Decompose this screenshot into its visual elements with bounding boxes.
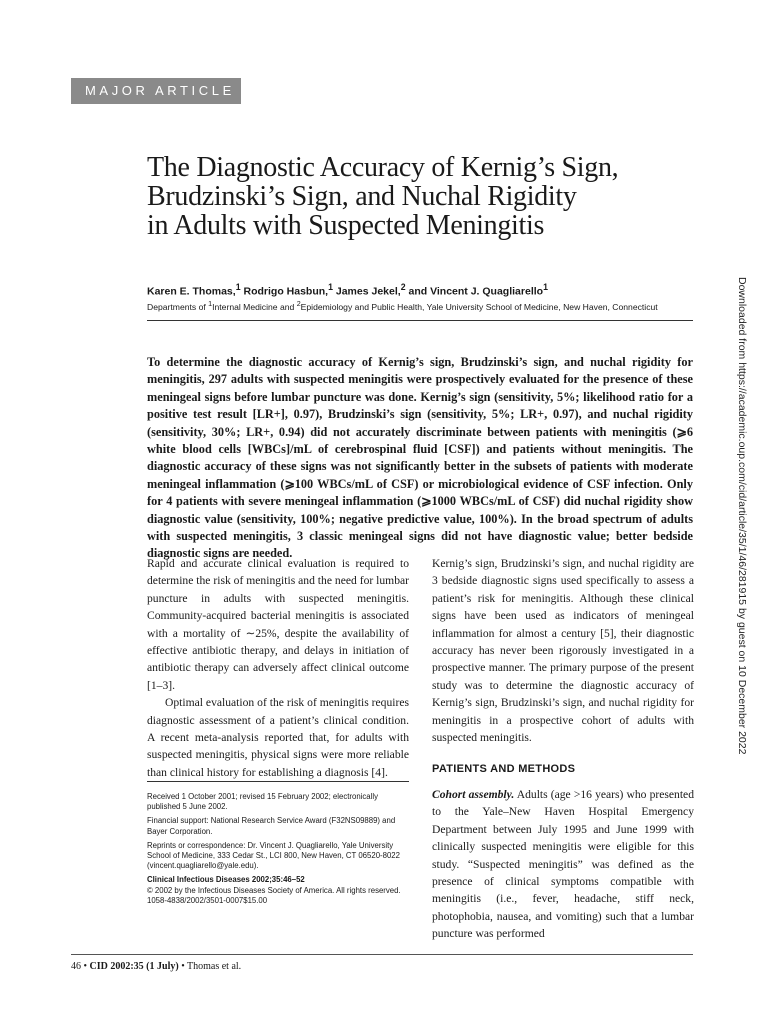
journal-citation: CID 2002:35 (1 July) xyxy=(89,961,179,972)
title-line: Brudzinski’s Sign, and Nuchal Rigidity xyxy=(147,181,577,212)
footnotes xyxy=(147,792,409,906)
affiliation-prefix: Departments of xyxy=(147,301,209,312)
author-list xyxy=(147,282,707,298)
footnote-divider xyxy=(147,781,409,782)
download-watermark: Downloaded from https://academic.oup.com/cid/article/35/1/46/281915 by guest on 10 December 2022 xyxy=(736,277,748,755)
header-divider xyxy=(147,320,693,321)
footnote-issn: 1058-4838/2002/3501-0007$15.00 xyxy=(147,895,268,905)
journal-ref: 2002;35:46–52 xyxy=(249,875,305,885)
subsection-heading: Cohort assembly. xyxy=(432,788,515,801)
author-name: Karen E. Thomas, xyxy=(147,285,236,298)
page-number: 46 • xyxy=(71,961,90,972)
affiliation-marker: 1 xyxy=(543,282,548,292)
affiliations xyxy=(147,300,707,312)
footnote-received: Received 1 October 2001; revised 15 February 2002; electronically published 5 June 2002. xyxy=(147,792,379,812)
body-text: Adults (age >16 years) who presented to the Yale–New Haven Hospital Emergency Department between July 1995 and June 1999 with clinically suspected meningitis were eligible for this study. “Suspected meningitis” was defined as the presence of clinical symptoms compatible with meningitis (i.e., fever, headache, stiff neck, photophobia, nausea, and vomiting) such that a lumbar puncture was performed xyxy=(432,788,694,941)
author-name: Rodrigo Hasbun, xyxy=(240,285,329,298)
footer-divider xyxy=(71,954,693,955)
affiliation-dept: Internal Medicine and xyxy=(212,301,297,312)
title-line: in Adults with Suspected Meningitis xyxy=(147,210,545,241)
affiliation-marker: 1 xyxy=(208,300,213,308)
page-footer xyxy=(71,961,471,972)
body-column-right-lower xyxy=(432,786,694,943)
article-title xyxy=(147,153,667,240)
affiliation-dept: Epidemiology and Public Health, Yale University School of Medicine, New Haven, Connecticut xyxy=(300,301,658,312)
article-type-banner: MAJOR ARTICLE xyxy=(71,78,241,104)
body-paragraph: Optimal evaluation of the risk of meningitis requires diagnostic assessment of a patient’s clinical condition. A recent meta-analysis reported that, for adults with suspected meningitis, physical signs were more reliable than clinical history for establishing a diagnosis [4]. xyxy=(147,696,409,779)
author-name: and Vincent J. Quagliarello xyxy=(405,285,544,298)
affiliation-marker: 2 xyxy=(296,300,301,308)
footnote-support: Financial support: National Research Service Award (F32NS09889) and Bayer Corporation. xyxy=(147,816,396,836)
body-column-left xyxy=(147,555,409,781)
footnote-copyright: © 2002 by the Infectious Diseases Society of America. All rights reserved. xyxy=(147,885,401,895)
body-paragraph: Rapid and accurate clinical evaluation is required to determine the risk of meningitis and the need for lumbar puncture in adults with suspected meningitis. Community-acquired bacterial meningitis is associated with a mortality of ∼25%, despite the availability of effective antibiotic therapy, and delays in initiation of antibiotic therapy can adversely affect clinical outcome [1–3]. xyxy=(147,557,409,692)
running-author: • Thomas et al. xyxy=(178,961,242,972)
title-line: The Diagnostic Accuracy of Kernig’s Sign, xyxy=(147,152,619,183)
affiliation-marker: 2 xyxy=(400,282,406,292)
affiliation-marker: 1 xyxy=(328,282,333,292)
body-paragraph xyxy=(432,786,694,943)
journal-name: Clinical Infectious Diseases xyxy=(147,875,250,885)
footnote-reprints: Reprints or correspondence: Dr. Vincent J. Quagliarello, Yale University School of Medicine, 333 Cedar St., LCI 800, New Haven, CT 06520-8022 (vincent.quagliarello@yale.edu). xyxy=(147,840,400,871)
affiliation-marker: 1 xyxy=(235,282,241,292)
footnote-journal-line xyxy=(147,875,409,885)
section-heading: PATIENTS AND METHODS xyxy=(432,763,576,775)
author-name: James Jekel, xyxy=(332,285,401,298)
body-paragraph: Kernig’s sign, Brudzinski’s sign, and nuchal rigidity are 3 bedside diagnostic signs used specifically to assess a patient’s risk for meningitis. Although these clinical signs have been used as indicators of meningeal inflammation for almost a century [5], their diagnostic accuracy has never been rigorously investigated in a prospective manner. The primary purpose of the present study was to determine the diagnostic accuracy of Kernig’s sign, Brudzinski’s sign, and nuchal rigidity for meningitis in a prospective cohort of adults with suspected meningitis. xyxy=(432,557,694,745)
abstract: To determine the diagnostic accuracy of Kernig’s sign, Brudzinski’s sign, and nuchal rigidity for meningitis, 297 adults with suspected meningitis were prospectively evaluated for the presence of these meningeal signs before lumbar puncture was done. Kernig’s sign (sensitivity, 5%; likelihood ratio for a positive test result [LR+], 0.97), Brudzinski’s sign (sensitivity, 5%; LR+, 0.97), and nuchal rigidity (sensitivity, 30%; LR+, 0.94) did not accurately discriminate between patients with meningitis (⩾6 white blood cells [WBCs]/mL of cerebrospinal fluid [CSF]) and patients without meningitis. The diagnostic accuracy of these signs was not significantly better in the subsets of patients with moderate meningeal inflammation (⩾100 WBCs/mL of CSF) or microbiological evidence of CSF infection. Only for 4 patients with severe meningeal inflammation (⩾1000 WBCs/mL of CSF) did nuchal rigidity show diagnostic value (sensitivity, 100%; negative predictive value, 100%). In the broad spectrum of adults with suspected meningitis, 3 classic meningeal signs did not have diagnostic value; better bedside diagnostic signs are needed. xyxy=(147,355,693,561)
body-column-right xyxy=(432,555,694,746)
